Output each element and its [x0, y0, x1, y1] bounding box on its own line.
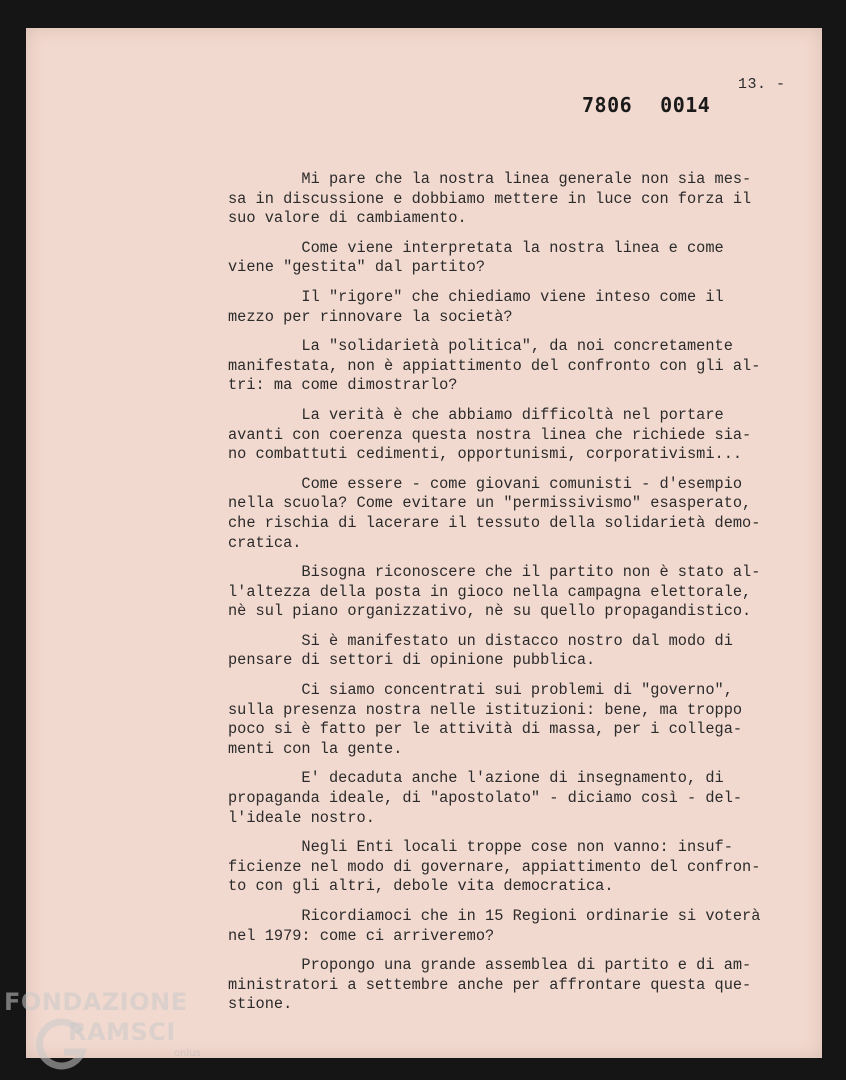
text-line: Ricordiamoci che in 15 Regioni ordinarie si voterà [228, 907, 761, 925]
gramsci-g-logo-icon [34, 1018, 90, 1074]
text-line: nella scuola? Come evitare un "permissivismo" esasperato, [228, 494, 752, 513]
paragraph [228, 239, 808, 278]
text-line: Come essere - come giovani comunisti - d'esempio [228, 474, 743, 493]
text-line: che rischia di lacerare il tessuto della solidarietà demo- [228, 513, 761, 532]
text-line: nel 1979: come ci arriveremo? [228, 926, 495, 945]
archive-stamp [582, 93, 710, 117]
paragraph [228, 563, 808, 622]
fondazione-gramsci-watermark [4, 988, 201, 1059]
text-line: to con gli altri, debole vita democratica. [228, 877, 614, 896]
text-line: sulla presenza nostra nelle istituzioni: bene, ma troppo [228, 700, 743, 719]
page-number: 13. - [738, 76, 786, 93]
text-line: pensare di settori di opinione pubblica. [228, 651, 596, 670]
text-line: Si è manifestato un distacco nostro dal modo di [228, 631, 733, 650]
text-line: avanti con coerenza questa nostra linea che richiede sia- [228, 425, 752, 444]
text-line: Mi pare che la nostra linea generale non sia mes- [228, 170, 752, 188]
watermark-line-1: FONDAZIONE [4, 988, 188, 1016]
text-line: nè sul piano organizzativo, nè su quello propagandistico. [228, 602, 752, 621]
typed-body-text [228, 170, 808, 1025]
paragraph [228, 769, 808, 828]
text-line: ficienze nel modo di governare, appiattimento del confron- [228, 857, 761, 876]
paragraph [228, 681, 808, 759]
text-line: viene "gestita" dal partito? [228, 258, 486, 277]
paragraph [228, 632, 808, 671]
watermark-line-2: RAMSCI [68, 1018, 176, 1046]
text-line: propaganda ideale, di "apostolato" - diciamo così - del- [228, 789, 743, 808]
text-line: no combattuti cedimenti, opportunismi, corporativismi... [228, 445, 743, 464]
watermark-onlus: onlus [174, 1048, 201, 1059]
text-line: l'altezza della posta in gioco nella campagna elettorale, [228, 582, 752, 601]
text-line: l'ideale nostro. [228, 808, 375, 827]
text-line: Propongo una grande assemblea di partito e di am- [228, 956, 752, 975]
text-line: mezzo per rinnovare la società? [228, 307, 513, 326]
text-line: poco si è fatto per le attività di massa, per i collega- [228, 720, 743, 739]
paragraph [228, 475, 808, 553]
text-line: stione. [228, 995, 293, 1014]
text-line: Bisogna riconoscere che il partito non è stato al- [228, 563, 761, 582]
paragraph [228, 288, 808, 327]
paragraph [228, 337, 808, 396]
text-line: sa in discussione e dobbiamo mettere in luce con forza il [228, 189, 752, 208]
paragraph [228, 907, 808, 946]
paragraph [228, 170, 808, 229]
archive-code-left: 7806 [582, 93, 633, 117]
paragraph [228, 406, 808, 465]
text-line: La verità è che abbiamo difficoltà nel portare [228, 405, 724, 424]
text-line: suo valore di cambiamento. [228, 209, 467, 228]
archive-code-right: 0014 [660, 93, 711, 117]
text-line: La "solidarietà politica", da noi concretamente [228, 337, 733, 356]
text-line: menti con la gente. [228, 739, 403, 758]
text-line: Ci siamo concentrati sui problemi di "governo", [228, 681, 733, 700]
text-line: ministratori a settembre anche per affrontare questa que- [228, 975, 752, 994]
text-line: cratica. [228, 533, 302, 552]
paragraph [228, 956, 808, 1015]
text-line: Il "rigore" che chiediamo viene inteso come il [228, 287, 724, 306]
text-line: Negli Enti locali troppe cose non vanno: insuf- [228, 838, 733, 857]
text-line: Come viene interpretata la nostra linea e come [228, 238, 724, 257]
text-line: manifestata, non è appiattimento del confronto con gli al- [228, 356, 761, 375]
text-line: E' decaduta anche l'azione di insegnamento, di [228, 769, 724, 788]
paragraph [228, 838, 808, 897]
text-line: tri: ma come dimostrarlo? [228, 376, 458, 395]
